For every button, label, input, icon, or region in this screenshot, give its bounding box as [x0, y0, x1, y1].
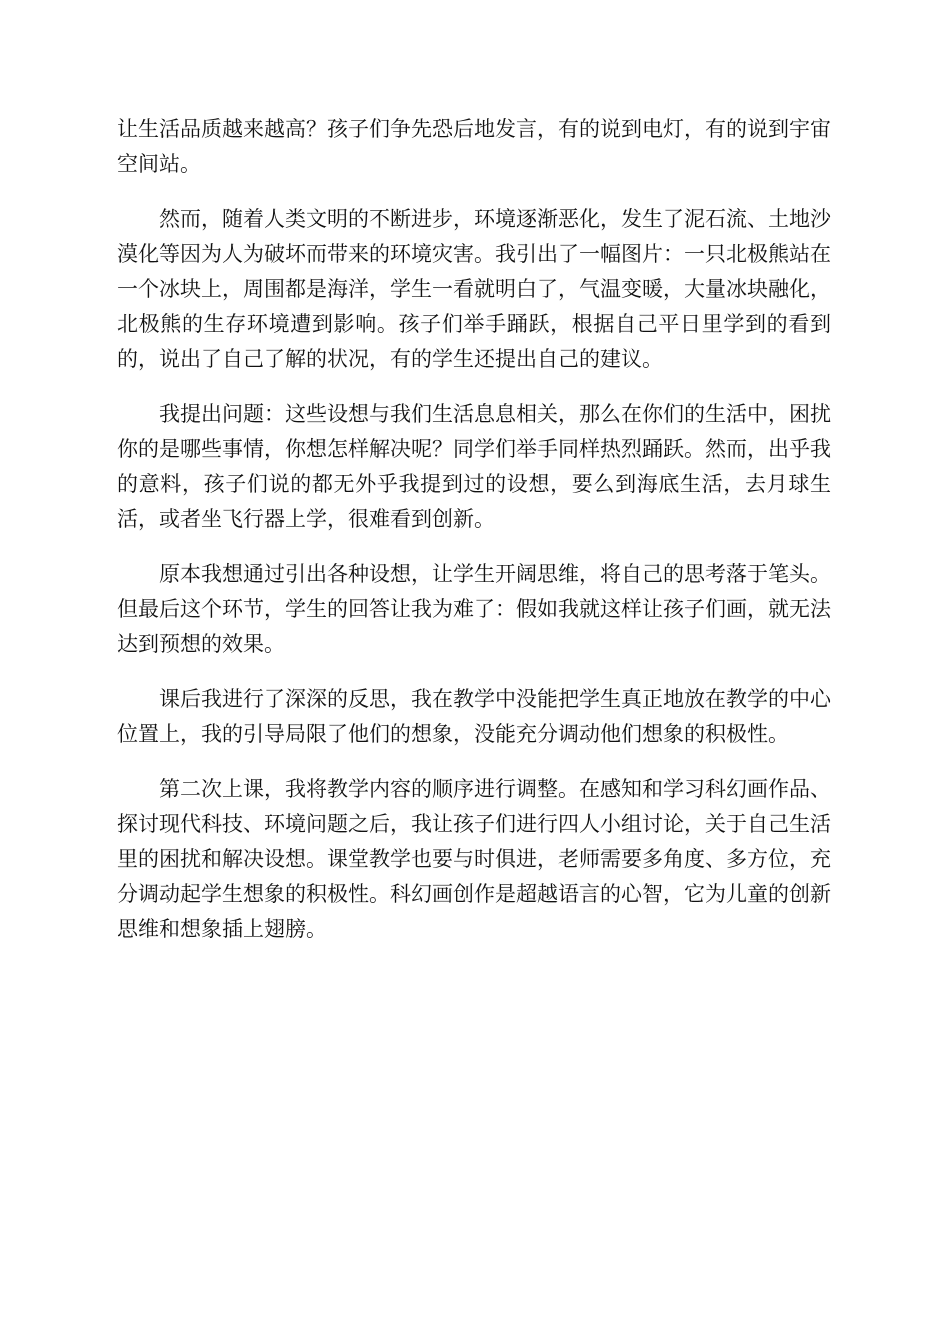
paragraph-4: 原本我想通过引出各种设想，让学生开阔思维，将自己的思考落于笔头。但最后这个环节，学生的回答让我为难了：假如我就这样让孩子们画，就无法达到预想的效果。 — [117, 562, 831, 656]
paragraph-3: 我提出问题：这些设想与我们生活息息相关，那么在你们的生活中，困扰你的是哪些事情，你想怎样解决呢？同学们举手同样热烈踊跃。然而，出乎我的意料，孩子们说的都无外乎我提到过的设想，要么到海底生活，去月球生活，或者坐飞行器上学，很难看到创新。 — [117, 402, 831, 531]
paragraph-2: 然而，随着人类文明的不断进步，环境逐渐恶化，发生了泥石流、土地沙漠化等因为人为破坏而带来的环境灾害。我引出了一幅图片：一只北极熊站在一个冰块上，周围都是海洋，学生一看就明白了，气温变暖，大量冰块融化，北极熊的生存环境遭到影响。孩子们举手踊跃，根据自己平日里学到的看到的，说出了自己了解的状况，有的学生还提出自己的建议。 — [117, 207, 831, 371]
paragraph-5: 课后我进行了深深的反思，我在教学中没能把学生真正地放在教学的中心位置上，我的引导局限了他们的想象，没能充分调动他们想象的积极性。 — [117, 687, 831, 746]
paragraph-1: 让生活品质越来越高？孩子们争先恐后地发言，有的说到电灯，有的说到宇宙空间站。 — [117, 117, 831, 176]
document-page — [117, 112, 831, 967]
paragraph-6: 第二次上课，我将教学内容的顺序进行调整。在感知和学习科幻画作品、探讨现代科技、环境问题之后，我让孩子们进行四人小组讨论，关于自己生活里的困扰和解决设想。课堂教学也要与时俱进，老师需要多角度、多方位，充分调动起学生想象的积极性。科幻画创作是超越语言的心智，它为儿童的创新思维和想象插上翅膀。 — [117, 777, 831, 941]
